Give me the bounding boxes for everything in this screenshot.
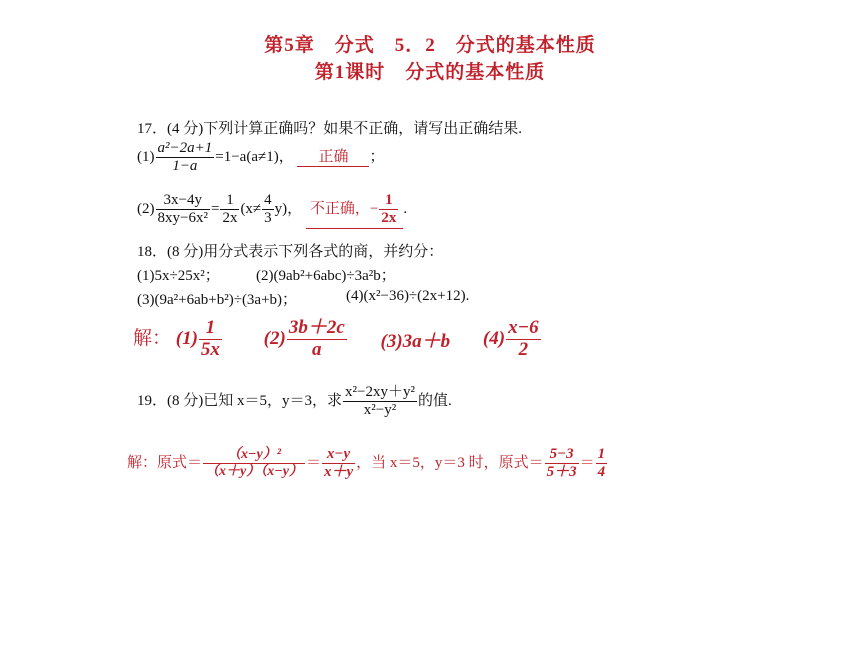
q19-stem	[137, 384, 452, 420]
q17-p1-rhs: =1−a(a≠1)，	[215, 149, 294, 166]
q19-stem-post: 的值.	[417, 393, 452, 410]
q18-answer-2	[263, 317, 348, 360]
q18-a4-fraction	[506, 318, 541, 361]
q17-p1-den: 1−a	[172, 158, 198, 175]
q19-sol-mid: ，当 x＝5，y＝3 时，原式＝	[356, 455, 544, 472]
q18-row1-b: (2)(9ab²+6abc)÷3a²b；	[256, 268, 396, 284]
q17-p2-answer	[306, 192, 403, 229]
q18-answer-1	[175, 317, 223, 360]
q17-p1-fraction	[156, 140, 215, 176]
q17-p2-num: 3x−4y	[156, 192, 210, 210]
page-subtitle: 第1课时 分式的基本性质	[314, 62, 546, 83]
q18-answer	[133, 318, 542, 361]
q19-sol-fraction3	[545, 446, 579, 482]
q19-solution	[127, 446, 608, 482]
q18-stem: 18．(8 分)用分式表示下列各式的商，并约分：	[137, 244, 444, 260]
q18-row2-b: (4)(x²−36)÷(2x+12).	[346, 288, 470, 304]
q18-a2-fraction	[287, 318, 347, 361]
q17-stem: 17．(4 分)下列计算正确吗？如果不正确，请写出正确结果.	[137, 121, 522, 137]
q19-stem-pre: 19．(8 分)已知 x＝5，y＝3，求	[137, 393, 342, 410]
q18-a2-label: (2)	[263, 327, 286, 349]
q19-sol-f2-den: x＋y	[323, 464, 354, 481]
q18-row1-a: (1)5x÷25x²；	[137, 268, 220, 284]
q17-p2-den: 8xy−6x²	[157, 210, 208, 227]
q17-p2-fraction	[156, 192, 210, 228]
q19-fraction	[343, 384, 417, 420]
q17-p2-cond-fraction	[262, 192, 274, 228]
q17-p2-cond-open: (x≠	[240, 201, 262, 218]
q19-sol-prefix: 解：原式＝	[127, 455, 203, 472]
q18-a4-label: (4)	[482, 327, 506, 349]
q17-p2-cond-den: 3	[264, 210, 272, 227]
q17-p1-answer: 正确	[297, 145, 369, 167]
q18-a1-label: (1)	[175, 327, 198, 349]
q17-p2-num2: 1	[220, 192, 239, 210]
q18-a1-num: 1	[199, 318, 222, 340]
q19-sol-fraction1	[203, 447, 305, 480]
q17-p2-cond-num: 4	[262, 192, 274, 210]
q17-p2-answer-den: 2x	[381, 210, 397, 227]
q17-p2-answer-fraction	[379, 192, 398, 228]
q19-sol-eq: ＝	[305, 455, 321, 472]
q19-sol-f3-den: 5＋3	[546, 464, 577, 481]
q17-part1	[137, 140, 384, 176]
q17-p2-cond-close: y)，	[274, 201, 303, 218]
q18-answer-prefix: 解：	[133, 327, 172, 349]
q17-p2-fraction2	[220, 192, 239, 228]
q19-frac-den: x²−y²	[363, 402, 397, 419]
q18-answer-3: (3)3a＋b	[380, 330, 451, 352]
q17-p2-answer-text: 不正确，−	[309, 201, 379, 218]
q17-p1-end: ；	[369, 149, 385, 166]
q19-sol-f1-den: （x＋y）（x−y）	[205, 464, 303, 480]
q18-answer-4	[482, 317, 542, 360]
q18-a2-den: a	[312, 338, 322, 360]
q18-a4-num: x−6	[508, 317, 539, 338]
q18-a2-num: 3b＋2c	[288, 317, 345, 338]
q18-a4-den: 2	[518, 338, 529, 360]
q17-part2	[137, 192, 407, 229]
q19-sol-f4-num: 1	[596, 446, 608, 464]
q17-p2-eq: =	[210, 201, 220, 218]
q17-p2-den2: 2x	[222, 210, 238, 227]
q17-p2-answer-num: 1	[379, 192, 398, 210]
q17-p2-label: (2)	[137, 201, 155, 218]
q18-row2-a: (3)(9a²+6ab+b²)÷(3a+b)；	[137, 292, 298, 308]
q19-sol-f2-num: x−y	[322, 446, 355, 464]
q17-p2-end: .	[403, 201, 408, 218]
q18-a1-den: 5x	[200, 338, 220, 360]
q19-sol-f4-den: 4	[597, 464, 606, 481]
q19-frac-num: x²−2xy＋y²	[343, 384, 417, 402]
q17-p1-label: (1)	[137, 149, 155, 166]
q19-sol-f1-num: （x−y）²	[203, 447, 305, 464]
q19-sol-eq2: ＝	[579, 455, 595, 472]
q19-sol-f3-num: 5−3	[545, 446, 579, 464]
q18-a1-fraction	[199, 318, 222, 361]
q17-p1-num: a²−2a+1	[156, 140, 215, 158]
q19-sol-fraction2	[322, 446, 355, 482]
page-title: 第5章 分式 5．2 分式的基本性质	[264, 35, 596, 56]
q19-sol-fraction4	[596, 446, 608, 482]
